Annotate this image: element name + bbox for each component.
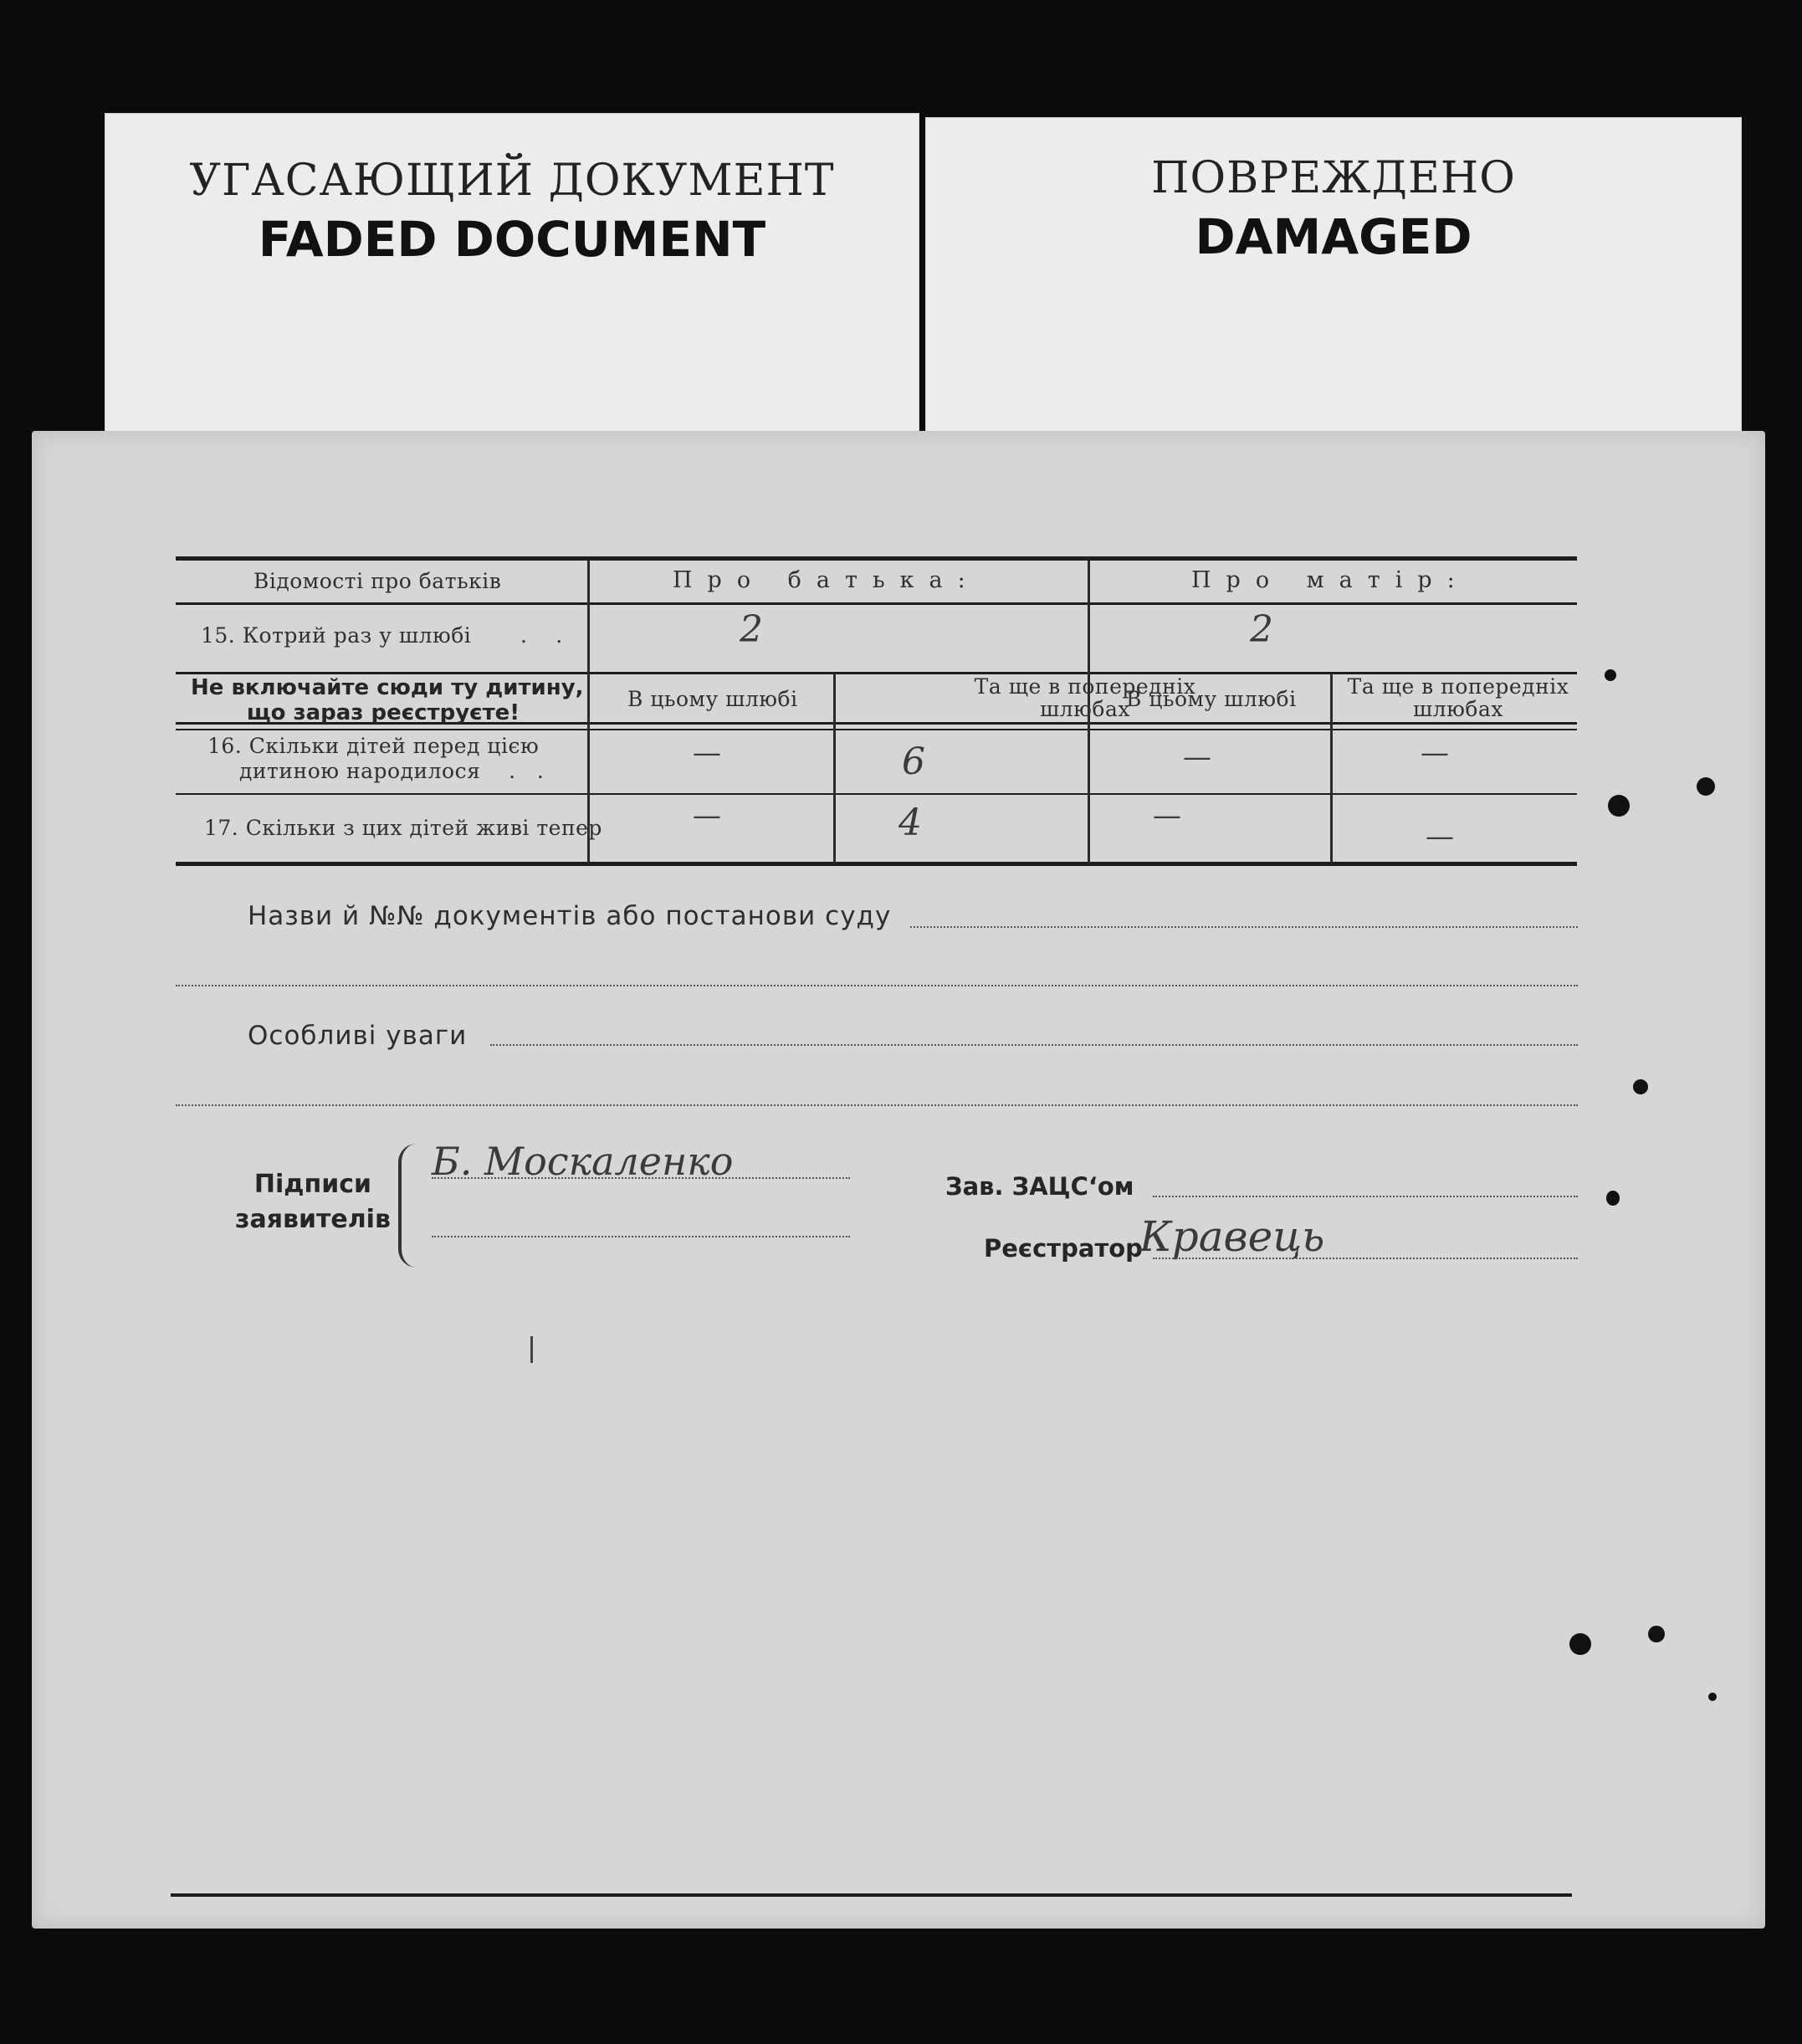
- damage-spot-7: [1648, 1626, 1665, 1642]
- mother-this-marriage-header: В цьому шлюбі: [1126, 687, 1297, 711]
- documents-field-line2: [176, 985, 1578, 986]
- row16-label-line2: дитиною народилося . .: [239, 759, 545, 783]
- remarks-field-line1: [490, 1044, 1578, 1046]
- damage-spot-3: [1697, 777, 1715, 796]
- header-rule: [176, 602, 1577, 605]
- father-header: Про батька:: [673, 567, 980, 593]
- remarks-label: Особливі уваги: [248, 1021, 468, 1051]
- form-sheet: [32, 431, 1765, 1929]
- applicant-signature-line2: [432, 1236, 850, 1237]
- row15-mother-value: 2: [1250, 608, 1273, 651]
- row15-leader: . .: [520, 623, 563, 648]
- mother-previous-line1: Та ще в попередніх: [1347, 674, 1569, 699]
- row17-father-previous: 4: [898, 802, 922, 844]
- col-divider-4: [1330, 674, 1333, 863]
- remarks-field-line2: [176, 1104, 1578, 1106]
- head-signature-line: [1153, 1196, 1578, 1197]
- row16-top-rule: [176, 729, 1577, 730]
- father-this-marriage-header: В цьому шлюбі: [627, 687, 798, 711]
- row16-mother-this: —: [1183, 740, 1211, 774]
- mother-previous-marriages-header: [1337, 675, 1579, 720]
- row17-mother-this: —: [1153, 799, 1181, 832]
- damage-spot-8: [1708, 1693, 1717, 1701]
- row15-label: 15. Котрий раз у шлюбі: [201, 623, 472, 648]
- head-label: Зав. ЗАЦС‘ом: [945, 1172, 1134, 1201]
- row16-rule: [176, 793, 1577, 795]
- col-divider-3: [833, 674, 836, 863]
- exclusion-note-line1: Не включайте сюди ту дитину,: [191, 675, 584, 700]
- damaged-title-en: DAMAGED: [1195, 208, 1472, 265]
- documents-label: Назви й №№ документів або постанови суду: [248, 901, 892, 931]
- parents-info-header: Відомості про батьків: [253, 569, 502, 593]
- stray-mark: [530, 1336, 533, 1363]
- exclusion-note-line2: що зараз реєструєте!: [246, 700, 520, 725]
- applicant-signature: Б. Москаленко: [432, 1139, 734, 1184]
- father-previous-line2: шлюбах: [1040, 697, 1130, 721]
- row16-label: [207, 734, 544, 784]
- damage-spot-6: [1569, 1633, 1591, 1655]
- applicants-signature-label: [229, 1167, 397, 1237]
- signature-brace: [398, 1144, 417, 1268]
- damage-spot-1: [1605, 669, 1616, 681]
- mother-previous-line2: шлюбах: [1413, 697, 1503, 721]
- registrar-label: Реєстратор: [984, 1234, 1143, 1263]
- father-previous-line1: Та ще в попередніх: [974, 674, 1196, 699]
- applicants-label-line2: заявителів: [235, 1205, 391, 1234]
- faded-title-en: FADED DOCUMENT: [258, 211, 766, 268]
- documents-field-line1: [910, 926, 1578, 928]
- row16-father-previous: 6: [902, 740, 925, 783]
- applicants-label-line1: Підписи: [253, 1170, 372, 1199]
- page-bottom-rule: [171, 1893, 1572, 1897]
- damage-spot-4: [1633, 1079, 1648, 1094]
- row17-father-this: —: [693, 799, 721, 832]
- damaged-card: [925, 117, 1742, 441]
- damaged-title-ru: ПОВРЕЖДЕНО: [1151, 153, 1516, 203]
- applicant-signature-line1: [432, 1177, 850, 1179]
- exclusion-note: [191, 675, 584, 725]
- registrar-signature-line: [1153, 1258, 1578, 1259]
- row16-father-this: —: [693, 736, 721, 770]
- row17-label: 17. Скільки з цих дітей живі тепер: [204, 816, 602, 840]
- registrar-signature: Кравець: [1139, 1212, 1325, 1261]
- row17-mother-previous: —: [1426, 820, 1454, 853]
- table-top-rule: [176, 556, 1577, 561]
- mother-header: Про матір:: [1191, 567, 1470, 593]
- row15-father-value: 2: [740, 608, 763, 651]
- faded-title-ru: УГАСАЮЩИЙ ДОКУМЕНТ: [189, 156, 835, 206]
- row16-mother-previous: —: [1421, 736, 1449, 770]
- damage-spot-2: [1608, 795, 1630, 817]
- faded-document-card: [105, 113, 919, 441]
- table-bottom-rule: [176, 862, 1577, 866]
- row16-label-line1: 16. Скільки дітей перед цією: [207, 734, 540, 758]
- damage-spot-5: [1606, 1191, 1620, 1206]
